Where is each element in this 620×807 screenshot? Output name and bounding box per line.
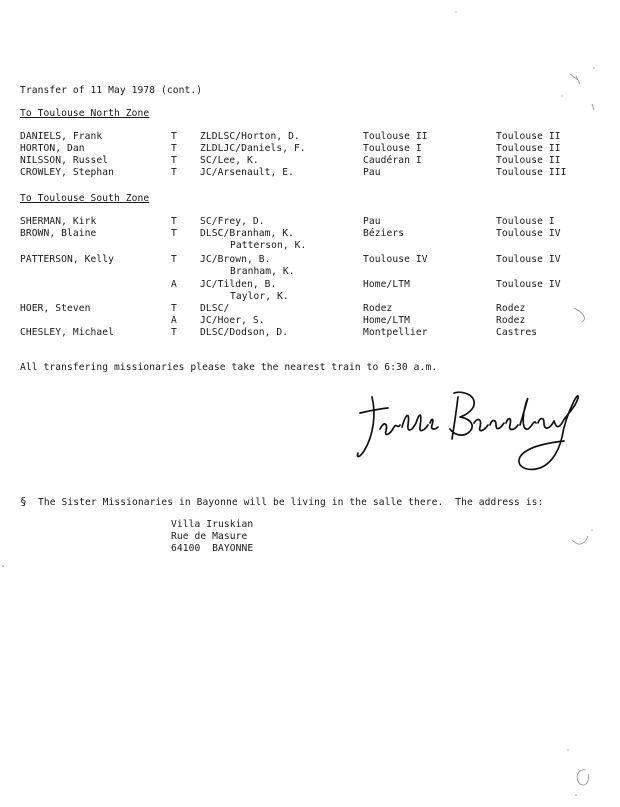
- transfer-code: T: [171, 228, 177, 239]
- table-row: [0, 228, 620, 240]
- companion: DLSC/Dodson, D.: [200, 327, 289, 338]
- missionary-name: BROWN, Blaine: [20, 228, 97, 239]
- table-row: [0, 303, 620, 315]
- to-area: Toulouse I: [496, 216, 555, 227]
- from-area: Toulouse I: [363, 143, 422, 154]
- companion: JC/Brown, B.: [200, 254, 271, 265]
- from-area: Toulouse IV: [363, 254, 428, 265]
- transfer-code: T: [171, 254, 177, 265]
- from-area: Home/LTM: [363, 315, 411, 326]
- to-area: Toulouse IV: [496, 279, 561, 290]
- to-area: Rodez: [496, 303, 526, 314]
- address-line: Villa Iruskian: [171, 519, 254, 530]
- companion: SC/Lee, K.: [200, 155, 259, 166]
- section-symbol: §: [20, 495, 27, 508]
- from-area: Home/LTM: [363, 279, 411, 290]
- companion-continuation: Branham, K.: [230, 266, 295, 277]
- south-zone-heading: To Toulouse South Zone: [20, 193, 150, 204]
- table-row: [0, 131, 620, 143]
- to-area: Toulouse IV: [496, 254, 561, 265]
- to-area: Toulouse IV: [496, 228, 561, 239]
- transfer-code: T: [171, 143, 177, 154]
- from-area: Caudéran I: [363, 155, 422, 166]
- companion: SC/Frey, D.: [200, 216, 265, 227]
- transfer-code: T: [171, 327, 177, 338]
- from-area: Toulouse II: [363, 131, 428, 142]
- to-area: Toulouse II: [496, 131, 561, 142]
- table-row: [0, 254, 620, 266]
- signature: [350, 383, 600, 473]
- sister-note: The Sister Missionaries in Bayonne will be living in the salle there. The address is:: [38, 497, 544, 508]
- missionary-name: HOER, Steven: [20, 303, 91, 314]
- missionary-name: DANIELS, Frank: [20, 131, 103, 142]
- missionary-name: CROWLEY, Stephan: [20, 167, 115, 178]
- missionary-name: HORTON, Dan: [20, 143, 85, 154]
- missionary-name: CHESLEY, Michael: [20, 327, 115, 338]
- transfer-code: T: [171, 303, 177, 314]
- from-area: Béziers: [363, 228, 405, 239]
- address-line: 64100 BAYONNE: [171, 543, 254, 554]
- from-area: Montpellier: [363, 327, 428, 338]
- transfer-code: A: [171, 279, 177, 290]
- to-area: Rodez: [496, 315, 526, 326]
- missionary-name: PATTERSON, Kelly: [20, 254, 115, 265]
- table-row: [0, 143, 620, 155]
- companion: DLSC/Branham, K.: [200, 228, 295, 239]
- to-area: Toulouse II: [496, 143, 561, 154]
- table-row: [0, 327, 620, 339]
- transfer-header: Transfer of 11 May 1978 (cont.): [20, 85, 203, 96]
- transfer-code: T: [171, 167, 177, 178]
- table-row: [0, 216, 620, 228]
- train-note: All transfering missionaries please take the nearest train to 6:30 a.m.: [20, 362, 438, 373]
- table-row: [0, 167, 620, 179]
- missionary-name: SHERMAN, Kirk: [20, 216, 97, 227]
- missionary-name: NILSSON, Russel: [20, 155, 109, 166]
- companion: JC/Tilden, B.: [200, 279, 277, 290]
- to-area: Castres: [496, 327, 538, 338]
- companion: DLSC/: [200, 303, 230, 314]
- to-area: Toulouse II: [496, 155, 561, 166]
- companion: ZLDLJC/Daniels, F.: [200, 143, 306, 154]
- table-row: [0, 315, 620, 327]
- companion-continuation: Taylor, K.: [230, 291, 289, 302]
- address-line: Rue de Masure: [171, 531, 248, 542]
- to-area: Toulouse III: [496, 167, 567, 178]
- from-area: Rodez: [363, 303, 393, 314]
- companion: JC/Hoer, S.: [200, 315, 265, 326]
- transfer-code: T: [171, 216, 177, 227]
- companion: ZLDLSC/Horton, D.: [200, 131, 300, 142]
- table-row: [0, 279, 620, 291]
- companion: JC/Arsenault, E.: [200, 167, 295, 178]
- transfer-code: A: [171, 315, 177, 326]
- from-area: Pau: [363, 167, 381, 178]
- from-area: Pau: [363, 216, 381, 227]
- companion-continuation: Patterson, K.: [230, 240, 307, 251]
- transfer-code: T: [171, 155, 177, 166]
- transfer-code: T: [171, 131, 177, 142]
- north-zone-heading: To Toulouse North Zone: [20, 108, 150, 119]
- table-row: [0, 155, 620, 167]
